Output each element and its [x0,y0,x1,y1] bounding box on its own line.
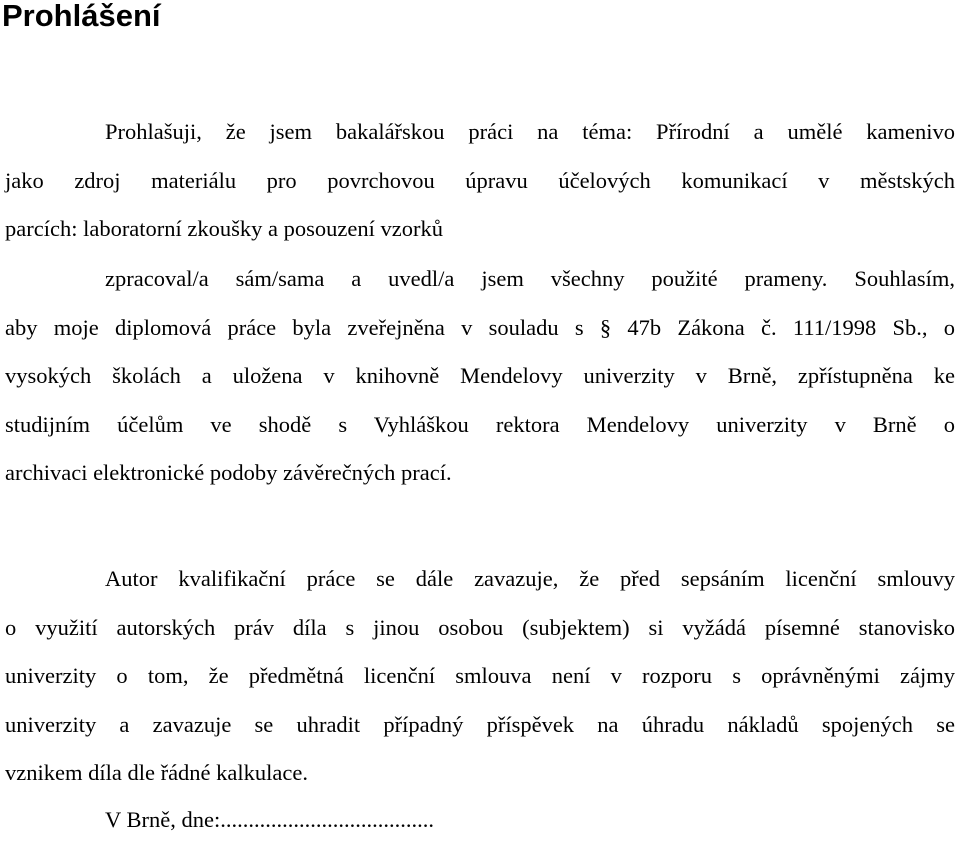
page-title: Prohlášení [2,0,161,33]
paragraph-line: univerzity o tom, že předmětná licenční smlouva není v rozporu s oprávněnými zájmy [5,663,955,688]
paragraph-line: vznikem díla dle řádné kalkulace. [5,760,308,785]
declaration-paragraph-license [5,555,955,798]
declaration-paragraph-consent [5,255,955,498]
paragraph-line: studijním účelům ve shodě s Vyhláškou rektora Mendelovy univerzity v Brně o [5,411,955,437]
paragraph-line: o využití autorských práv díla s jinou osobou (subjektem) si vyžádá písemné stanovisko [5,614,955,640]
paragraph-line: archivaci elektronické podoby závěrečných prací. [5,460,452,485]
signature-line: V Brně, dne:...................................... [105,807,434,832]
paragraph-line: aby moje diplomová práce byla zveřejněna v souladu s § 47b Zákona č. 111/1998 Sb., o [5,314,955,340]
paragraph-line: Prohlašuji, že jsem bakalářskou práci na téma: Přírodní a umělé kamenivo [105,119,955,144]
paragraph-line: univerzity a zavazuje se uhradit případný příspěvek na úhradu nákladů spojených se [5,711,955,737]
paragraph-line: zpracoval/a sám/sama a uvedl/a jsem všechny použité prameny. Souhlasím, [105,266,955,291]
paragraph-line: jako zdroj materiálu pro povrchovou úpravu účelových komunikací v městských [5,167,955,193]
declaration-paragraph-thesis [5,108,955,254]
paragraph-line: Autor kvalifikační práce se dále zavazuje, že před sepsáním licenční smlouvy [105,566,955,591]
paragraph-line: parcích: laboratorní zkoušky a posouzení vzorků [5,216,443,241]
paragraph-line: vysokých školách a uložena v knihovně Mendelovy univerzity v Brně, zpřístupněna ke [5,363,955,388]
